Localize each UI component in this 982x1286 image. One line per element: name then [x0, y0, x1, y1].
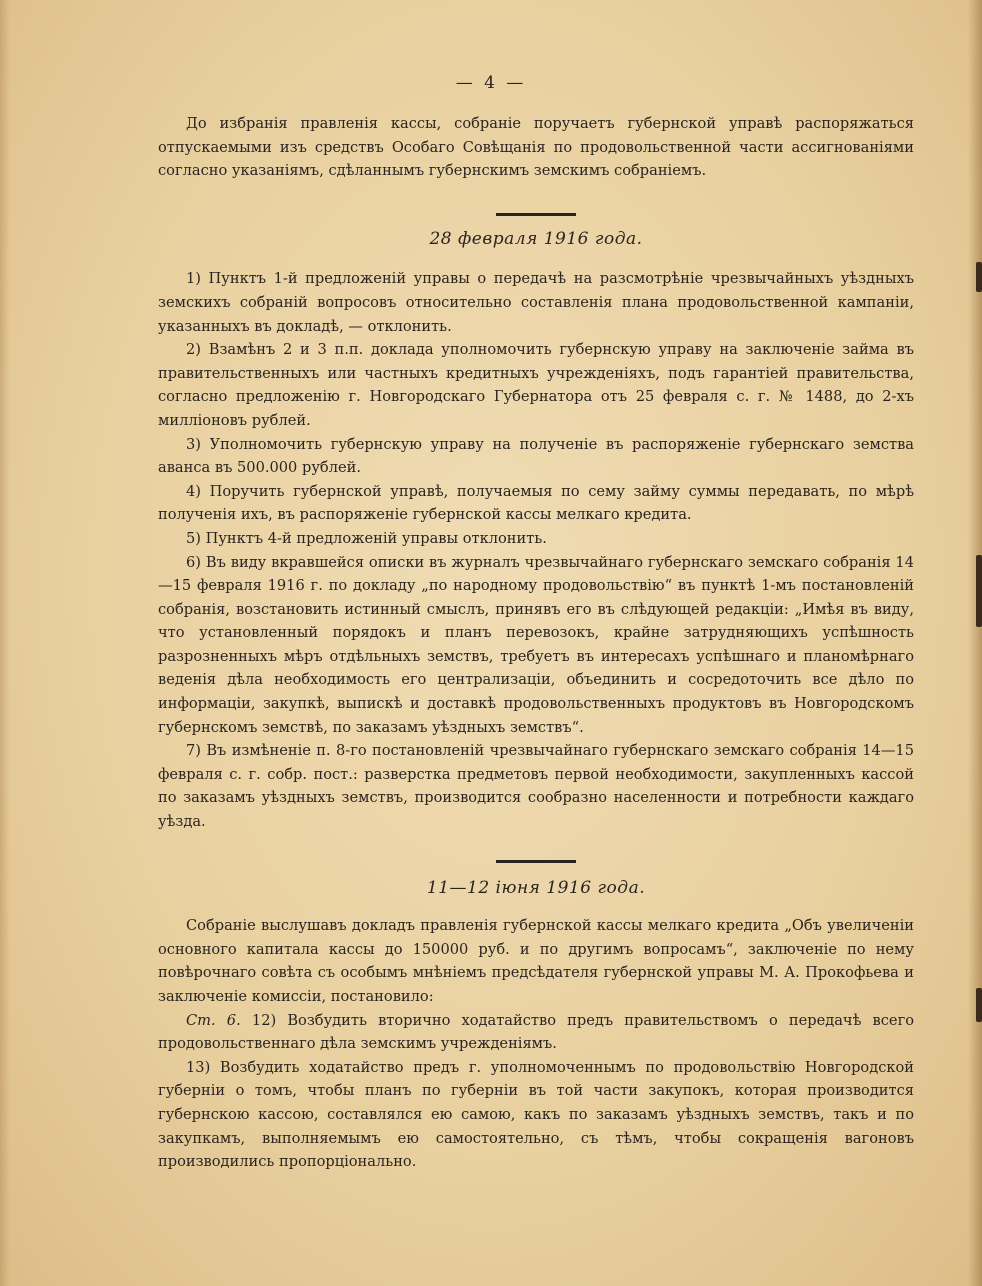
- binding-clip-mark: [976, 988, 982, 1022]
- page-body: [158, 112, 914, 1174]
- resolution-item: 7) Въ измѣненіе п. 8-го постановленій чрезвычайнаго губернскаго земскаго собранія 14—15 февраля с. г. собр. пост.: разверстка предметовъ первой необходимости, закупленныхъ кассой по заказамъ уѣздныхъ земствъ, производится сообразно населенности и потребности каждаго уѣзда.: [158, 742, 914, 831]
- resolution-item: 6) Въ виду вкравшейся описки въ журналъ чрезвычайнаго губернскаго земскаго собранія 14—15 февраля 1916 г. по докладу „по народному продовольствію“ въ пунктѣ 1-мъ постановленій собранія, возстановить истинный смыслъ, принявъ его въ слѣдующей редакціи: „Имѣя въ виду, что установленный порядокъ и планъ перевозокъ, крайне затрудняющихъ успѣшность разрозненныхъ мѣръ отдѣльныхъ земствъ, требуетъ въ интересахъ успѣшнаго и планомѣрнаго веденія дѣла необходимость его централизаціи, объединить и сосредоточить все дѣло по информаціи, закупкѣ, выпискѣ и доставкѣ продовольственныхъ продуктовъ въ Новгородскомъ губернскомъ земствѣ, по заказамъ уѣздныхъ земствъ“.: [158, 553, 914, 736]
- assembly-intro-paragraph: Собраніе выслушавъ докладъ правленія губернской кассы мелкаго кредита „Объ увеличеніи основного капитала кассы до 150000 руб. и по другимъ вопросамъ“, заключеніе по нему повѣрочнаго совѣта съ особымъ мнѣніемъ предсѣдателя губернской управы М. А. Прокофьева и заключеніе комиссіи, постановило:: [158, 917, 914, 1005]
- section-date-heading: 11—12 іюня 1916 года.: [426, 877, 646, 898]
- resolution-item: 1) Пунктъ 1-й предложеній управы о передачѣ на разсмотрѣніе чрезвычайныхъ уѣздныхъ земскихъ собраній вопросовъ относительно составленія плана продовольственной кампаніи, указанныхъ въ докладѣ, — отклонить.: [158, 270, 914, 335]
- binding-clip-mark: [976, 262, 982, 292]
- resolution-item: [158, 1009, 914, 1056]
- resolution-item: 13) Возбудить ходатайство предъ г. уполномоченнымъ по продовольствію Новгородской губерніи о томъ, чтобы планъ по губерніи въ той части закупокъ, которая производится губернскою кассою, составлялся ею самою, какъ по заказамъ уѣздныхъ земствъ, такъ и по закупкамъ, выполняемымъ ею самостоятельно, съ тѣмъ, чтобы сокращенія вагоновъ производились пропорціонально.: [158, 1058, 914, 1171]
- page-number: — 4 —: [455, 73, 527, 93]
- resolution-item: 3) Уполномочить губернскую управу на полученіе въ распоряженіе губернскаго земства аванса въ 500.000 рублей.: [158, 435, 914, 477]
- binding-clip-mark: [976, 555, 982, 627]
- intro-paragraph: До избранія правленія кассы, собраніе поручаетъ губернской управѣ распоряжаться отпускаемыми изъ средствъ Особаго Совѣщанія по продовольственной части ассигнованіями согласно указаніямъ, сдѣланнымъ губернскимъ земскимъ собраніемъ.: [158, 115, 914, 180]
- resolution-item: 4) Поручить губернской управѣ, получаемыя по сему займу суммы передавать, по мѣрѣ полученія ихъ, въ распоряженіе губернской кассы мелкаго кредита.: [158, 482, 914, 524]
- resolution-item-text: 12) Возбудить вторично ходатайство предъ правительствомъ о передачѣ всего продовольственнаго дѣла земскимъ учрежденіямъ.: [158, 1011, 914, 1053]
- resolution-item: 2) Взамѣнъ 2 и 3 п.п. доклада уполномочить губернскую управу на заключеніе займа въ правительственныхъ или частныхъ кредитныхъ учрежденіяхъ, подъ гарантіей правительства, согласно предложенію г. Новгородскаго Губернатора отъ 25 февраля с. г. № 1488, до 2-хъ милліоновъ рублей.: [158, 341, 914, 429]
- article-reference: Ст. 6.: [186, 1011, 241, 1029]
- page-edge-shadow-left: [0, 0, 10, 1286]
- page-edge-shadow-right: [968, 0, 982, 1286]
- resolution-item: 5) Пунктъ 4-й предложеній управы отклонить.: [186, 529, 547, 547]
- section-date-heading: 28 февраля 1916 года.: [429, 228, 643, 249]
